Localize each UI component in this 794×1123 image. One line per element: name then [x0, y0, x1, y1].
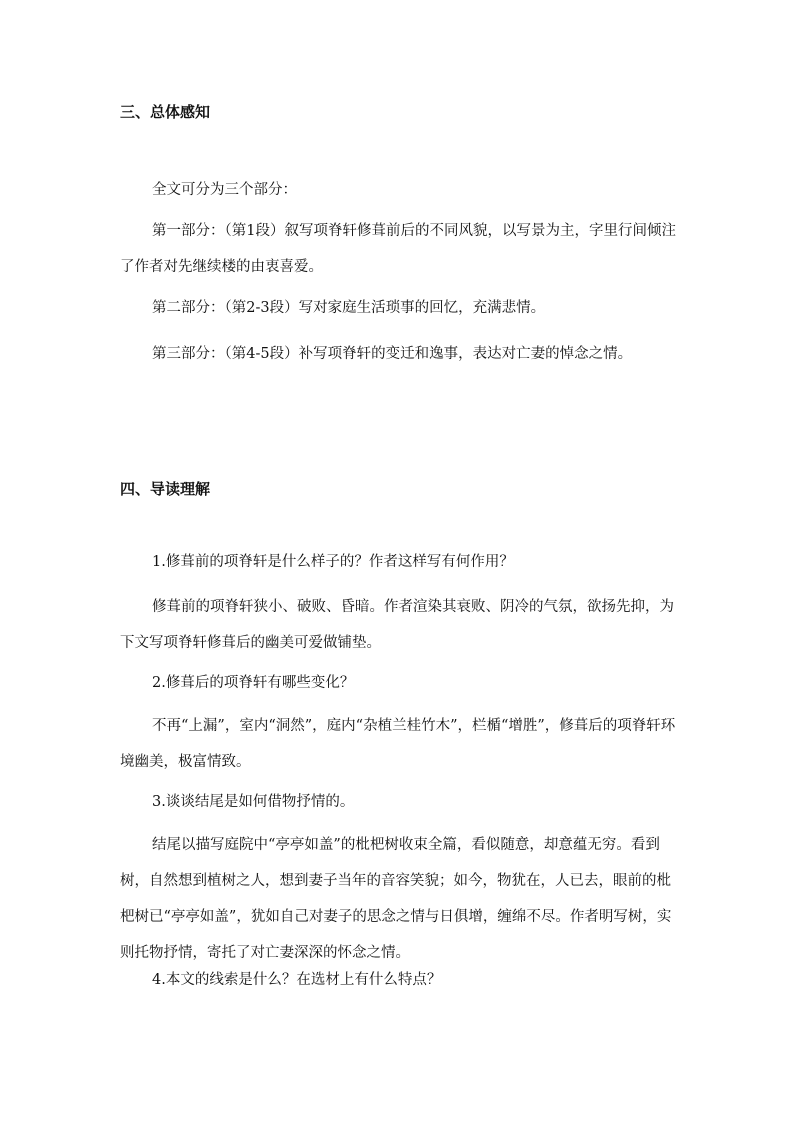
paragraph: 全文可分为三个部分： [152, 182, 297, 198]
question: 2.修葺后的项脊轩有哪些变化？ [152, 675, 355, 691]
question: 4.本文的线索是什么？在选材上有什么特点？ [152, 972, 442, 988]
paragraph: 第一部分：（第1段）叙写项脊轩修葺前后的不同风貌，以写景为主，字里行间倾注了作者对先继续楼的由衷喜爱。 [120, 223, 676, 275]
paragraph: 第二部分：（第2-3段）写对家庭生活琐事的回忆，充满悲情。 [152, 300, 546, 316]
question: 1.修葺前的项脊轩是什么样子的？作者这样写有何作用？ [152, 554, 514, 570]
answer: 不再“上漏”，室内“洞然”，庭内“杂植兰桂竹木”，栏楯“增胜”，修葺后的项脊轩环境幽美，极富情致。 [120, 718, 676, 770]
answer: 结尾以描写庭院中“亭亭如盖”的枇杷树收束全篇，看似随意，却意蕴无穷。看到树，自然想到植树之人，想到妻子当年的音容笑貌；如今，物犹在，人已去，眼前的枇杷树已“亭亭如盖”，犹如自己对妻子的思念之情与日俱增，缠绵不尽。作者明写树，实则托物抒情，寄托了对亡妻深深的怀念之情。 [120, 837, 672, 961]
section-heading-overall-perception: 三、总体感知 [120, 103, 211, 121]
answer: 修葺前的项脊轩狭小、破败、昏暗。作者渲染其衰败、阴冷的气氛，欲扬先抑，为下文写项脊轩修葺后的幽美可爱做铺垫。 [120, 599, 674, 651]
question: 3.谈谈结尾是如何借物抒情的。 [152, 794, 355, 810]
section-heading-guided-reading: 四、导读理解 [120, 480, 211, 498]
paragraph: 第三部分：（第4-5段）补写项脊轩的变迁和逸事，表达对亡妻的悼念之情。 [152, 346, 633, 362]
